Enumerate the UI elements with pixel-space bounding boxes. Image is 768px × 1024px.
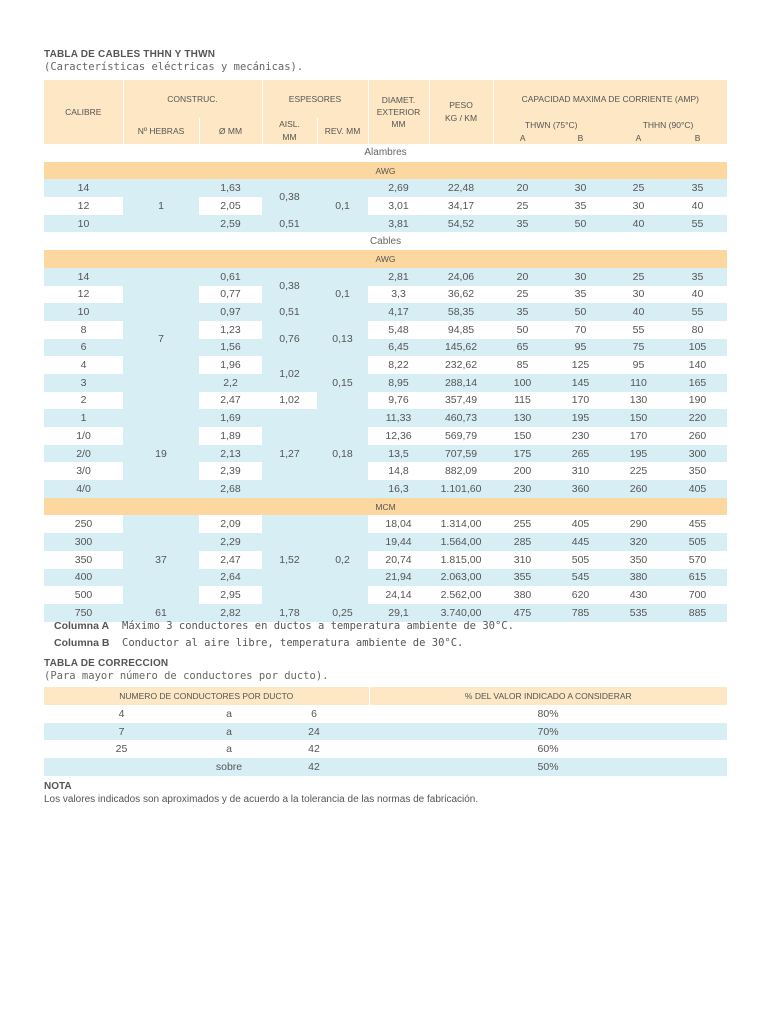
cell-a90: 535 xyxy=(609,604,668,622)
cell-aisl: 1,78 xyxy=(262,604,317,622)
header-peso-line2: KG / KM xyxy=(444,113,478,123)
cell-b90: 55 xyxy=(668,303,727,321)
cell-calibre: 8 xyxy=(44,321,123,339)
cell-diamext: 24,14 xyxy=(368,586,429,604)
note-columna-b-text: Conductor al aire libre, temperatura ambiente de 30°C. xyxy=(122,637,464,649)
cell-calibre: 500 xyxy=(44,586,123,604)
cell-diam: 2,59 xyxy=(199,215,262,233)
band-awg-1-label: AWG xyxy=(44,162,727,180)
cell-from xyxy=(44,758,199,776)
header-peso xyxy=(429,80,493,144)
cell-diamext: 13,5 xyxy=(368,445,429,463)
cell-b75: 195 xyxy=(552,409,609,427)
band-mcm-label: MCM xyxy=(44,498,727,516)
cell-a90: 55 xyxy=(609,321,668,339)
cell-a90: 95 xyxy=(609,356,668,374)
cell-sep: a xyxy=(199,705,259,723)
cell-a90: 225 xyxy=(609,462,668,480)
section-alambres xyxy=(44,144,727,162)
table-row xyxy=(44,179,727,197)
cell-diamext: 14,8 xyxy=(368,462,429,480)
cell-b75: 620 xyxy=(552,586,609,604)
cell-a90: 30 xyxy=(609,197,668,215)
header-hebras: Nº HEBRAS xyxy=(123,118,199,144)
cell-rev: 0,25 xyxy=(317,604,368,622)
cell-hebras: 1 xyxy=(123,179,199,232)
cell-b90: 40 xyxy=(668,286,727,304)
cell-calibre: 14 xyxy=(44,268,123,286)
cell-a75: 25 xyxy=(493,286,552,304)
header-rev: REV. MM xyxy=(317,118,368,144)
note-columna-a xyxy=(54,620,514,632)
cell-b90: 455 xyxy=(668,515,727,533)
cell-diam: 1,69 xyxy=(199,409,262,427)
cell-a90: 195 xyxy=(609,445,668,463)
table-row xyxy=(44,604,727,622)
cell-a75: 355 xyxy=(493,569,552,587)
cell-b90: 260 xyxy=(668,427,727,445)
cell-a75: 65 xyxy=(493,339,552,357)
cell-peso: 1.815,00 xyxy=(429,551,493,569)
band-awg-1 xyxy=(44,162,727,180)
cell-b90: 80 xyxy=(668,321,727,339)
cell-aisl: 0,76 xyxy=(262,321,317,356)
cell-diam: 0,77 xyxy=(199,286,262,304)
cell-b90: 40 xyxy=(668,197,727,215)
table-row xyxy=(44,740,727,758)
cell-a90: 150 xyxy=(609,409,668,427)
cell-diamext: 2,81 xyxy=(368,268,429,286)
cell-b90: 405 xyxy=(668,480,727,498)
cell-b75: 785 xyxy=(552,604,609,622)
cell-a75: 130 xyxy=(493,409,552,427)
cell-b90: 190 xyxy=(668,392,727,410)
cell-aisl: 0,38 xyxy=(262,179,317,214)
cell-b90: 165 xyxy=(668,374,727,392)
header-diam-mm: Ø MM xyxy=(199,118,262,144)
cell-b90: 105 xyxy=(668,339,727,357)
correccion-table xyxy=(44,687,727,776)
cell-b90: 55 xyxy=(668,215,727,233)
table-row xyxy=(44,409,727,427)
cell-peso: 145,62 xyxy=(429,339,493,357)
cell-peso: 232,62 xyxy=(429,356,493,374)
cell-diamext: 6,45 xyxy=(368,339,429,357)
cell-calibre: 12 xyxy=(44,197,123,215)
cell-peso: 707,59 xyxy=(429,445,493,463)
cell-a90: 40 xyxy=(609,215,668,233)
correccion-header xyxy=(44,687,727,705)
cell-peso: 1.314,00 xyxy=(429,515,493,533)
correccion-header-right: % DEL VALOR INDICADO A CONSIDERAR xyxy=(369,687,727,705)
cell-b90: 570 xyxy=(668,551,727,569)
header-peso-line1: PESO xyxy=(449,100,473,110)
table-row xyxy=(44,705,727,723)
correccion-subtitle: (Para mayor número de conductores por ducto). xyxy=(44,670,329,682)
cell-from: 25 xyxy=(44,740,199,758)
header-capacidad: CAPACIDAD MAXIMA DE CORRIENTE (AMP) xyxy=(493,80,727,118)
cell-rev: 0,15 xyxy=(317,356,368,409)
cell-a75: 35 xyxy=(493,303,552,321)
cell-calibre: 2 xyxy=(44,392,123,410)
page-title: TABLA DE CABLES THHN Y THWN xyxy=(44,49,216,60)
cell-a90: 320 xyxy=(609,533,668,551)
cell-rev: 0,13 xyxy=(317,321,368,356)
cell-calibre: 350 xyxy=(44,551,123,569)
cell-peso: 22,48 xyxy=(429,179,493,197)
cell-peso: 3.740,00 xyxy=(429,604,493,622)
cell-diam: 2,2 xyxy=(199,374,262,392)
table-row xyxy=(44,723,727,741)
nota-title: NOTA xyxy=(44,781,72,792)
cell-from: 7 xyxy=(44,723,199,741)
cell-a75: 100 xyxy=(493,374,552,392)
cell-diam: 2,64 xyxy=(199,569,262,587)
header-thhn-a: A xyxy=(609,131,668,144)
cell-aisl: 0,38 xyxy=(262,268,317,303)
cell-a90: 430 xyxy=(609,586,668,604)
cell-diam: 1,63 xyxy=(199,179,262,197)
cell-a90: 380 xyxy=(609,569,668,587)
cell-b75: 70 xyxy=(552,321,609,339)
cell-b90: 140 xyxy=(668,356,727,374)
cell-diam: 2,82 xyxy=(199,604,262,622)
cell-diamext: 8,22 xyxy=(368,356,429,374)
band-awg-2 xyxy=(44,250,727,268)
table-row xyxy=(44,758,727,776)
cell-a90: 25 xyxy=(609,268,668,286)
cell-a75: 475 xyxy=(493,604,552,622)
table-row xyxy=(44,268,727,286)
cell-b90: 615 xyxy=(668,569,727,587)
cell-diam: 2,39 xyxy=(199,462,262,480)
cell-diam: 1,56 xyxy=(199,339,262,357)
header-thwn-a: A xyxy=(493,131,552,144)
cell-diamext: 2,69 xyxy=(368,179,429,197)
cell-pct: 60% xyxy=(369,740,727,758)
cell-calibre: 2/0 xyxy=(44,445,123,463)
cell-a75: 20 xyxy=(493,268,552,286)
cell-diam: 2,29 xyxy=(199,533,262,551)
cell-b75: 30 xyxy=(552,268,609,286)
cell-calibre: 300 xyxy=(44,533,123,551)
cell-peso: 569,79 xyxy=(429,427,493,445)
cell-b75: 50 xyxy=(552,303,609,321)
section-alambres-label: Alambres xyxy=(44,144,727,162)
cell-a75: 200 xyxy=(493,462,552,480)
cell-a75: 285 xyxy=(493,533,552,551)
cell-a90: 25 xyxy=(609,179,668,197)
cell-diamext: 11,33 xyxy=(368,409,429,427)
cell-peso: 24,06 xyxy=(429,268,493,286)
cell-diam: 2,05 xyxy=(199,197,262,215)
header-aisl xyxy=(262,118,317,144)
section-cables-label: Cables xyxy=(44,232,727,250)
cell-a75: 255 xyxy=(493,515,552,533)
cell-aisl: 1,52 xyxy=(262,515,317,603)
correccion-title: TABLA DE CORRECCION xyxy=(44,658,169,669)
cell-b75: 445 xyxy=(552,533,609,551)
cell-diamext: 29,1 xyxy=(368,604,429,622)
header-espesores: ESPESORES xyxy=(262,80,368,118)
cell-b90: 300 xyxy=(668,445,727,463)
cell-a90: 260 xyxy=(609,480,668,498)
cell-a90: 30 xyxy=(609,286,668,304)
cell-diamext: 9,76 xyxy=(368,392,429,410)
cell-diam: 1,96 xyxy=(199,356,262,374)
cell-peso: 2.562,00 xyxy=(429,586,493,604)
cell-pct: 80% xyxy=(369,705,727,723)
cell-diamext: 3,01 xyxy=(368,197,429,215)
cell-rev: 0,2 xyxy=(317,515,368,603)
cell-peso: 357,49 xyxy=(429,392,493,410)
cell-a90: 110 xyxy=(609,374,668,392)
cell-pct: 70% xyxy=(369,723,727,741)
cell-b90: 220 xyxy=(668,409,727,427)
cell-sep: a xyxy=(199,740,259,758)
cell-peso: 54,52 xyxy=(429,215,493,233)
cell-b75: 405 xyxy=(552,515,609,533)
cell-hebras: 19 xyxy=(123,409,199,497)
cell-calibre: 10 xyxy=(44,215,123,233)
cables-table xyxy=(44,80,727,622)
section-cables xyxy=(44,232,727,250)
cell-diamext: 16,3 xyxy=(368,480,429,498)
cell-diam: 2,13 xyxy=(199,445,262,463)
note-columna-b xyxy=(54,637,463,649)
cell-a90: 75 xyxy=(609,339,668,357)
cell-a75: 230 xyxy=(493,480,552,498)
header-aisl-line2: MM xyxy=(282,132,297,142)
cell-calibre: 3/0 xyxy=(44,462,123,480)
header-row-1 xyxy=(44,80,727,118)
cell-pct: 50% xyxy=(369,758,727,776)
note-columna-a-label: Columna A xyxy=(54,620,110,632)
nota-text: Los valores indicados son aproximados y de acuerdo a la tolerancia de las normas de fabricación. xyxy=(44,794,479,805)
cell-diamext: 18,04 xyxy=(368,515,429,533)
cell-peso: 94,85 xyxy=(429,321,493,339)
cell-diam: 0,61 xyxy=(199,268,262,286)
cell-a90: 40 xyxy=(609,303,668,321)
cell-diamext: 12,36 xyxy=(368,427,429,445)
cell-peso: 882,09 xyxy=(429,462,493,480)
cell-a75: 115 xyxy=(493,392,552,410)
cell-b75: 125 xyxy=(552,356,609,374)
page-subtitle: (Características eléctricas y mecánicas). xyxy=(44,61,304,73)
band-awg-2-label: AWG xyxy=(44,250,727,268)
cell-diam: 2,47 xyxy=(199,551,262,569)
cell-peso: 288,14 xyxy=(429,374,493,392)
cell-aisl: 0,51 xyxy=(262,303,317,321)
note-columna-b-label: Columna B xyxy=(54,637,110,649)
cell-from: 4 xyxy=(44,705,199,723)
cell-aisl: 0,51 xyxy=(262,215,317,233)
cell-calibre: 250 xyxy=(44,515,123,533)
cell-b90: 35 xyxy=(668,268,727,286)
cell-diamext: 20,74 xyxy=(368,551,429,569)
cell-a90: 350 xyxy=(609,551,668,569)
cell-a90: 170 xyxy=(609,427,668,445)
cell-peso: 1.564,00 xyxy=(429,533,493,551)
cell-aisl: 1,27 xyxy=(262,409,317,497)
cell-diamext: 21,94 xyxy=(368,569,429,587)
cell-b75: 170 xyxy=(552,392,609,410)
band-mcm xyxy=(44,498,727,516)
cell-b75: 35 xyxy=(552,197,609,215)
cell-sep: sobre xyxy=(199,758,259,776)
cell-sep: a xyxy=(199,723,259,741)
cell-b75: 35 xyxy=(552,286,609,304)
cell-calibre: 750 xyxy=(44,604,123,622)
cell-rev: 0,18 xyxy=(317,409,368,497)
table-row xyxy=(44,515,727,533)
cell-to: 6 xyxy=(259,705,369,723)
cell-calibre: 400 xyxy=(44,569,123,587)
cell-peso: 34,17 xyxy=(429,197,493,215)
cell-calibre: 14 xyxy=(44,179,123,197)
cell-b75: 30 xyxy=(552,179,609,197)
cell-hebras: 37 xyxy=(123,515,199,603)
cell-a75: 85 xyxy=(493,356,552,374)
cell-to: 42 xyxy=(259,758,369,776)
cell-calibre: 1/0 xyxy=(44,427,123,445)
cell-b90: 505 xyxy=(668,533,727,551)
cell-calibre: 6 xyxy=(44,339,123,357)
cell-diam: 2,47 xyxy=(199,392,262,410)
cell-hebras: 61 xyxy=(123,604,199,622)
correccion-header-left: NUMERO DE CONDUCTORES POR DUCTO xyxy=(44,687,369,705)
cell-b75: 50 xyxy=(552,215,609,233)
cell-b75: 230 xyxy=(552,427,609,445)
cell-peso: 460,73 xyxy=(429,409,493,427)
cell-calibre: 4 xyxy=(44,356,123,374)
cell-diam: 2,09 xyxy=(199,515,262,533)
header-diamet-line3: MM xyxy=(391,119,406,129)
cell-b75: 505 xyxy=(552,551,609,569)
cell-diam: 1,23 xyxy=(199,321,262,339)
cell-calibre: 10 xyxy=(44,303,123,321)
header-construc: CONSTRUC. xyxy=(123,80,262,118)
header-thhn: THHN (90°C) xyxy=(609,118,727,131)
cell-to: 42 xyxy=(259,740,369,758)
cell-a75: 35 xyxy=(493,215,552,233)
header-diamet-line2: EXTERIOR xyxy=(376,107,421,117)
header-thwn-b: B xyxy=(552,131,609,144)
cell-diam: 1,89 xyxy=(199,427,262,445)
cell-b90: 700 xyxy=(668,586,727,604)
cell-diam: 0,97 xyxy=(199,303,262,321)
cell-diamext: 5,48 xyxy=(368,321,429,339)
cell-peso: 36,62 xyxy=(429,286,493,304)
cell-to: 24 xyxy=(259,723,369,741)
cell-b75: 310 xyxy=(552,462,609,480)
cell-rev: 0,1 xyxy=(317,268,368,321)
cell-b75: 95 xyxy=(552,339,609,357)
cell-calibre: 4/0 xyxy=(44,480,123,498)
cell-aisl: 1,02 xyxy=(262,392,317,410)
cell-aisl: 1,02 xyxy=(262,356,317,391)
cell-a90: 130 xyxy=(609,392,668,410)
header-thhn-b: B xyxy=(668,131,727,144)
cell-diamext: 19,44 xyxy=(368,533,429,551)
cell-a75: 50 xyxy=(493,321,552,339)
cell-b75: 545 xyxy=(552,569,609,587)
cell-calibre: 3 xyxy=(44,374,123,392)
cell-b90: 885 xyxy=(668,604,727,622)
cell-calibre: 12 xyxy=(44,286,123,304)
cell-b90: 350 xyxy=(668,462,727,480)
cell-hebras: 7 xyxy=(123,268,199,410)
cell-peso: 58,35 xyxy=(429,303,493,321)
cell-peso: 2.063,00 xyxy=(429,569,493,587)
cell-a75: 310 xyxy=(493,551,552,569)
cell-diamext: 8,95 xyxy=(368,374,429,392)
cell-b75: 265 xyxy=(552,445,609,463)
cell-diam: 2,95 xyxy=(199,586,262,604)
note-columna-a-text: Máximo 3 conductores en ductos a temperatura ambiente de 30°C. xyxy=(122,620,514,632)
cell-a75: 20 xyxy=(493,179,552,197)
cell-a90: 290 xyxy=(609,515,668,533)
cell-diam: 2,68 xyxy=(199,480,262,498)
cell-a75: 175 xyxy=(493,445,552,463)
header-calibre: CALIBRE xyxy=(44,80,123,144)
header-diamet xyxy=(368,80,429,144)
cell-rev: 0,1 xyxy=(317,179,368,232)
cell-b75: 360 xyxy=(552,480,609,498)
header-thwn: THWN (75°C) xyxy=(493,118,609,131)
cell-b75: 145 xyxy=(552,374,609,392)
cell-b90: 35 xyxy=(668,179,727,197)
cell-diamext: 3,81 xyxy=(368,215,429,233)
cell-diamext: 4,17 xyxy=(368,303,429,321)
cell-calibre: 1 xyxy=(44,409,123,427)
cell-peso: 1.101,60 xyxy=(429,480,493,498)
cell-a75: 380 xyxy=(493,586,552,604)
cell-a75: 150 xyxy=(493,427,552,445)
cell-diamext: 3,3 xyxy=(368,286,429,304)
header-diamet-line1: DIAMET. xyxy=(381,95,416,105)
cell-a75: 25 xyxy=(493,197,552,215)
header-aisl-line1: AISL. xyxy=(279,119,300,129)
